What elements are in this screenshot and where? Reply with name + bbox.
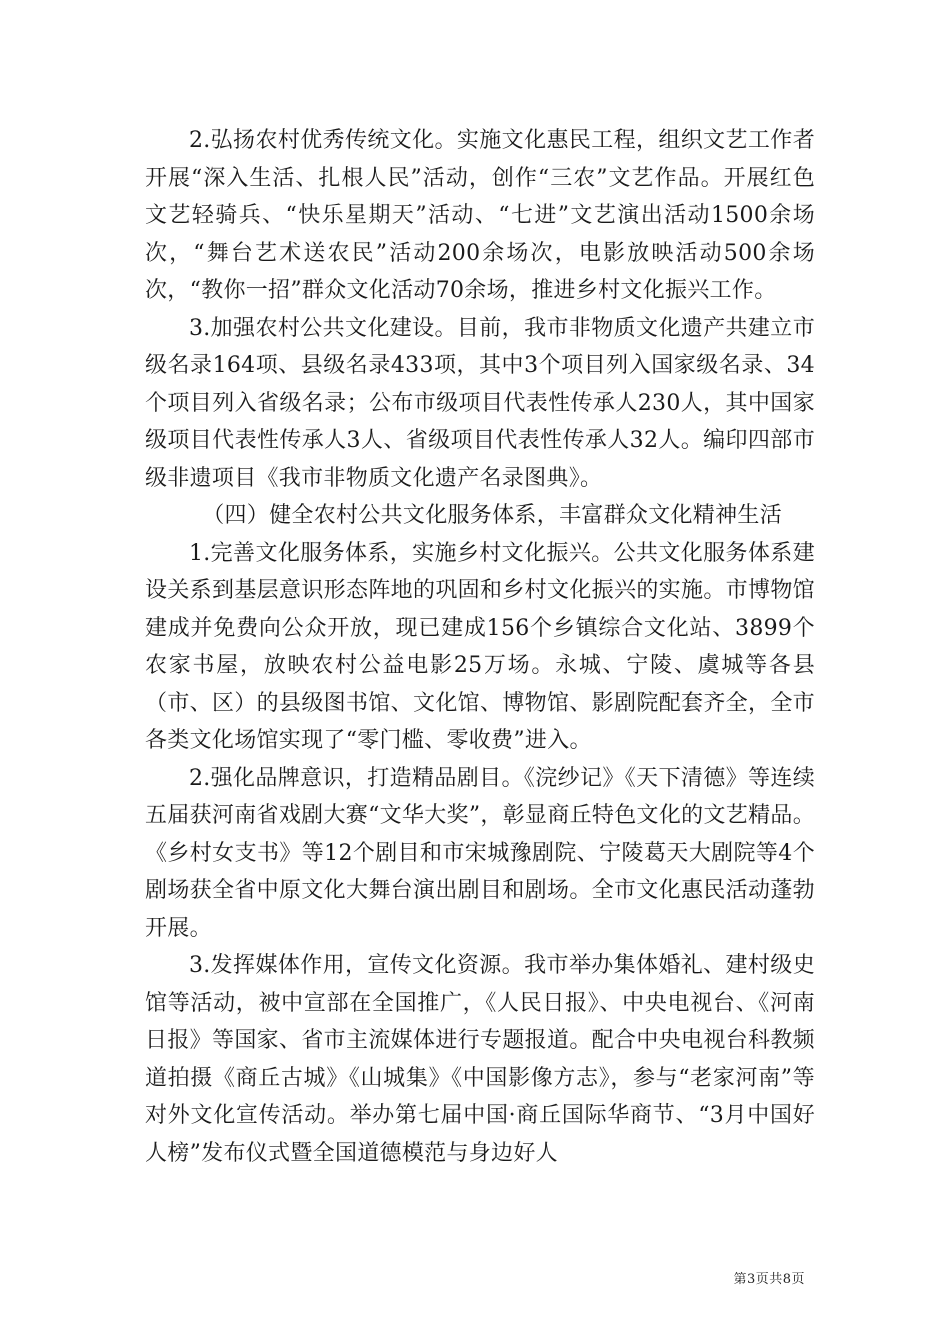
- paragraph-public-culture: 3.加强农村公共文化建设。目前，我市非物质文化遗产共建立市级名录164项、县级名录433项，其中3个项目列入国家级名录、34个项目列入省级名录；公布市级项目代表性传承人230人，其中国家级项目代表性传承人3人、省级项目代表性传承人32人。编印四部市级非遗项目《我市非物质文化遗产名录图典》。: [145, 315, 815, 491]
- document-body: [145, 122, 815, 1172]
- section-heading: （四）健全农村公共文化服务体系，丰富群众文化精神生活: [202, 503, 782, 528]
- paragraph-culture-promotion: 2.弘扬农村优秀传统文化。实施文化惠民工程，组织文艺工作者开展“深入生活、扎根人民”活动，创作“三农”文艺作品。开展红色文艺轻骑兵、“快乐星期天”活动、“七进”文艺演出活动1500余场次，“舞台艺术送农民”活动200余场次，电影放映活动500余场次，“教你一招”群众文化活动70余场，推进乡村文化振兴工作。: [145, 128, 815, 303]
- paragraph-service-system: 1.完善文化服务体系，实施乡村文化振兴。公共文化服务体系建设关系到基层意识形态阵地的巩固和乡村文化振兴的实施。市博物馆建成并免费向公众开放，现已建成156个乡镇综合文化站、3899个农家书屋，放映农村公益电影25万场。永城、宁陵、虞城等各县（市、区）的县级图书馆、文化馆、博物馆、影剧院配套齐全，全市各类文化场馆实现了“零门槛、零收费”进入。: [145, 540, 815, 753]
- paragraph-brand-awareness: 2.强化品牌意识，打造精品剧目。《浣纱记》《天下清德》等连续五届获河南省戏剧大赛“文华大奖”，彰显商丘特色文化的文艺精品。《乡村女支书》等12个剧目和市宋城豫剧院、宁陵葛天大剧院等4个剧场获全省中原文化大舞台演出剧目和剧场。全市文化惠民活动蓬勃开展。: [145, 765, 815, 941]
- page-number: 第3页共8页: [733, 1272, 805, 1287]
- paragraph-media-role: 3.发挥媒体作用，宣传文化资源。我市举办集体婚礼、建村级史馆等活动，被中宣部在全国推广，《人民日报》、中央电视台、《河南日报》等国家、省市主流媒体进行专题报道。配合中央电视台科教频道拍摄《商丘古城》《山城集》《中国影像方志》，参与“老家河南”等对外文化宣传活动。举办第七届中国·商丘国际华商节、“3月中国好人榜”发布仪式暨全国道德模范与身边好人: [145, 953, 815, 1166]
